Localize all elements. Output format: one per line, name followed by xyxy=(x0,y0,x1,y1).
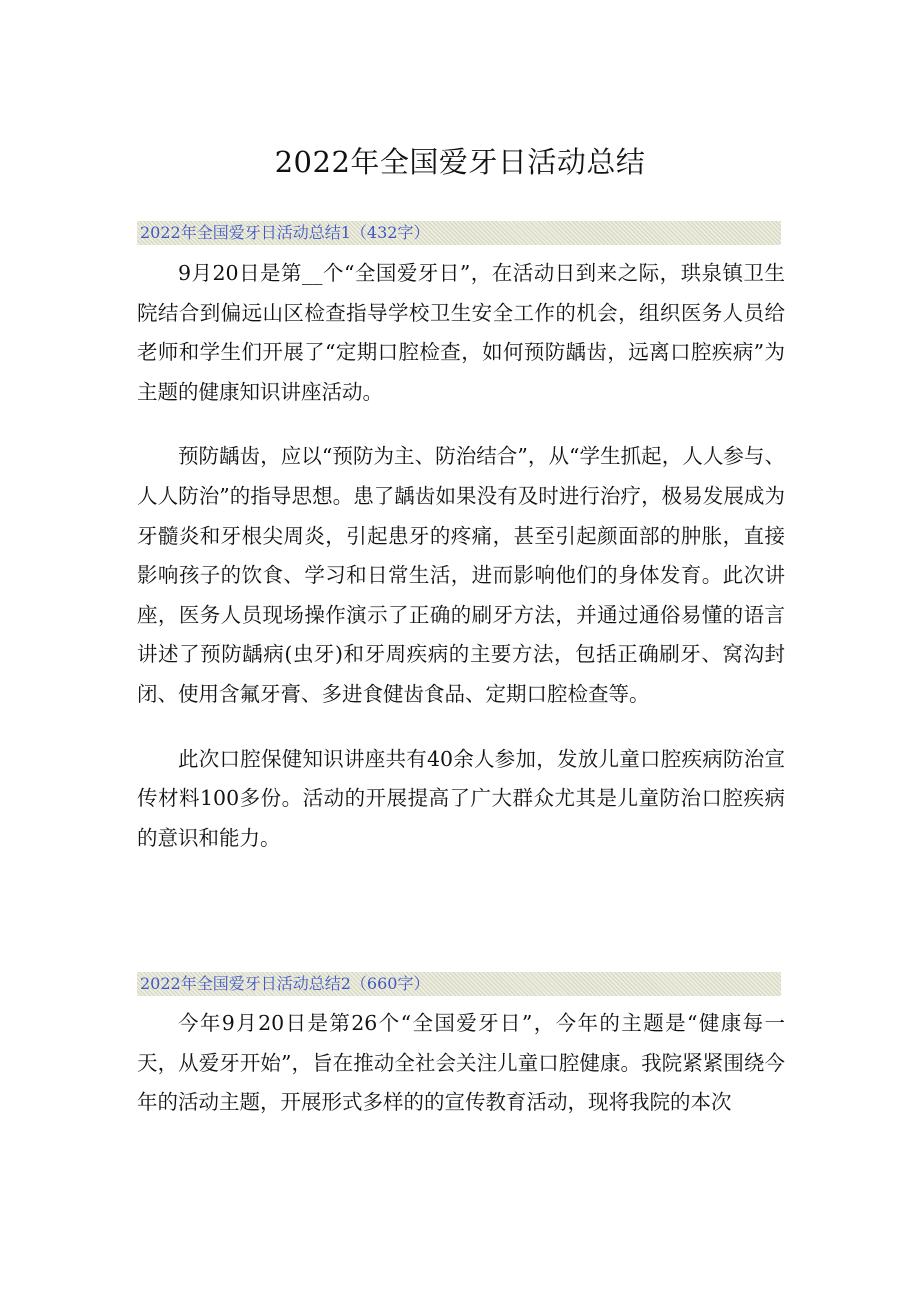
paragraph: 此次口腔保健知识讲座共有40余人参加，发放儿童口腔疾病防治宣传材料100多份。活动的开展提高了广大群众尤其是儿童防治口腔疾病的意识和能力。 xyxy=(137,746,785,850)
paragraph: 预防龋齿，应以“预防为主、防治结合”，从“学生抓起，人人参与、人人防治”的指导思想。患了龋齿如果没有及时进行治疗，极易发展成为牙髓炎和牙根尖周炎，引起患牙的疼痛，甚至引起颜面部的肿胀，直接影响孩子的饮食、学习和日常生活，进而影响他们的身体发育。此次讲座，医务人员现场操作演示了正确的刷牙方法，并通过通俗易懂的语言讲述了预防龋病(虫牙)和牙周疾病的主要方法，包括正确刷牙、窝沟封闭、使用含氟牙膏、多进食健齿食品、定期口腔检查等。 xyxy=(137,444,785,706)
document-title: 2022年全国爱牙日活动总结 xyxy=(274,145,646,179)
paragraph: 今年9月20日是第26个“全国爱牙日”，今年的主题是“健康每一天，从爱牙开始”，旨在推动全社会关注儿童口腔健康。我院紧紧围绕今年的活动主题，开展形式多样的的宣传教育活动，现将我院的本次 xyxy=(137,1011,785,1115)
section-body-1 xyxy=(137,254,785,883)
section-heading-1: 2022年全国爱牙日活动总结1（432字） xyxy=(137,221,781,245)
section-heading-2: 2022年全国爱牙日活动总结2（660字） xyxy=(137,972,781,996)
paragraph: 9月20日是第__个“全国爱牙日”，在活动日到来之际，珙泉镇卫生院结合到偏远山区检查指导学校卫生安全工作的机会，组织医务人员给老师和学生们开展了“定期口腔检查，如何预防龋齿，远离口腔疾病”为主题的健康知识讲座活动。 xyxy=(137,261,785,404)
section-body-2 xyxy=(137,1004,785,1148)
